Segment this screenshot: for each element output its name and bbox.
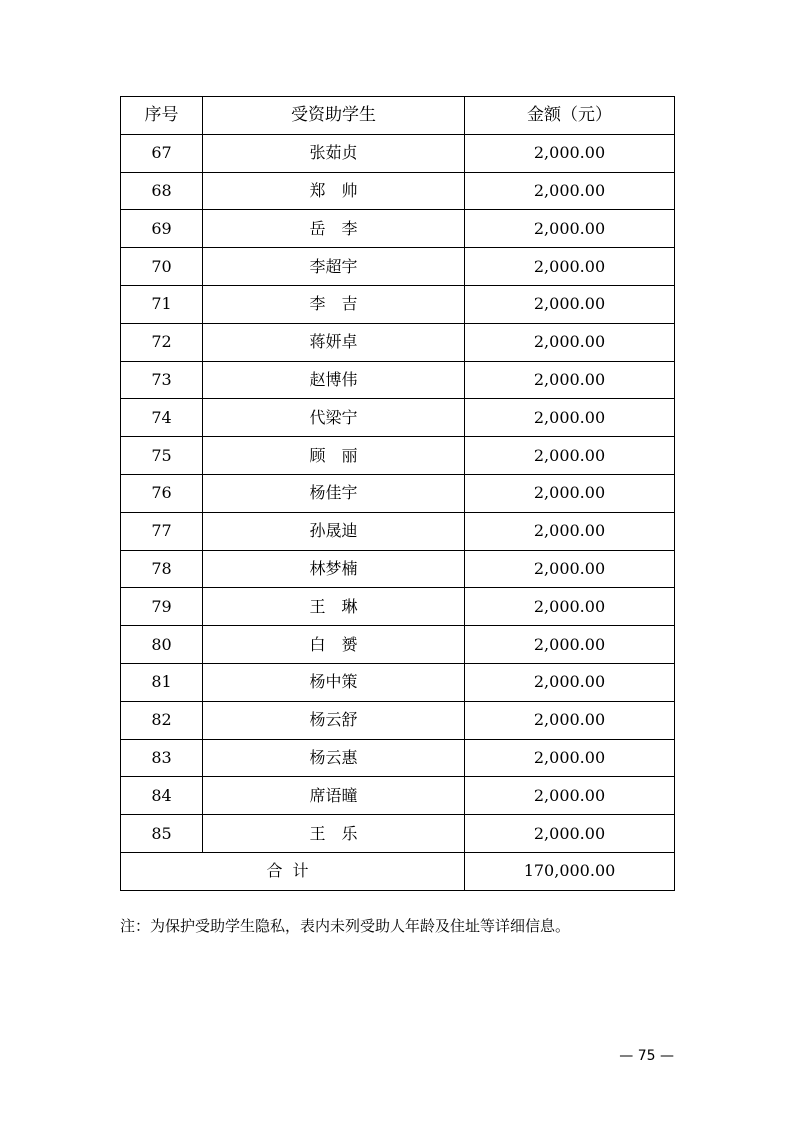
row-amount: 2,000.00: [465, 399, 675, 437]
row-serial-number: 78: [121, 550, 203, 588]
table-row: [121, 437, 675, 475]
row-student-name: 岳 李: [203, 210, 465, 248]
row-student-name: 林梦楠: [203, 550, 465, 588]
row-serial-number: 74: [121, 399, 203, 437]
header-serial-number: 序号: [121, 97, 203, 135]
header-amount: 金额（元）: [465, 97, 675, 135]
row-student-name: 顾 丽: [203, 437, 465, 475]
row-serial-number: 75: [121, 437, 203, 475]
header-student-name: 受资助学生: [203, 97, 465, 135]
row-student-name: 张茹贞: [203, 134, 465, 172]
row-serial-number: 84: [121, 777, 203, 815]
row-student-name: 席语曈: [203, 777, 465, 815]
row-student-name: 杨中策: [203, 663, 465, 701]
subsidy-table: [120, 96, 675, 891]
row-student-name: 蒋妍卓: [203, 323, 465, 361]
row-serial-number: 69: [121, 210, 203, 248]
row-amount: 2,000.00: [465, 134, 675, 172]
row-student-name: 郑 帅: [203, 172, 465, 210]
table-row: [121, 739, 675, 777]
page-number: — 75 —: [619, 1048, 674, 1064]
row-serial-number: 68: [121, 172, 203, 210]
row-student-name: 代梁宁: [203, 399, 465, 437]
row-amount: 2,000.00: [465, 588, 675, 626]
table-row: [121, 512, 675, 550]
row-amount: 2,000.00: [465, 626, 675, 664]
table-row: [121, 210, 675, 248]
row-amount: 2,000.00: [465, 777, 675, 815]
row-amount: 2,000.00: [465, 815, 675, 853]
table-body: [121, 134, 675, 852]
row-amount: 2,000.00: [465, 550, 675, 588]
table-row: [121, 474, 675, 512]
row-student-name: 李 吉: [203, 285, 465, 323]
row-student-name: 杨云惠: [203, 739, 465, 777]
row-serial-number: 82: [121, 701, 203, 739]
table-row: [121, 626, 675, 664]
row-serial-number: 85: [121, 815, 203, 853]
row-serial-number: 81: [121, 663, 203, 701]
row-student-name: 赵博伟: [203, 361, 465, 399]
row-serial-number: 76: [121, 474, 203, 512]
row-student-name: 王 琳: [203, 588, 465, 626]
table-header-row: [121, 97, 675, 135]
row-serial-number: 67: [121, 134, 203, 172]
table-row: [121, 815, 675, 853]
row-student-name: 王 乐: [203, 815, 465, 853]
row-amount: 2,000.00: [465, 172, 675, 210]
row-amount: 2,000.00: [465, 437, 675, 475]
row-student-name: 杨佳宇: [203, 474, 465, 512]
total-label: 合计: [121, 852, 465, 890]
table-row: [121, 248, 675, 286]
table-row: [121, 285, 675, 323]
table-row: [121, 172, 675, 210]
row-serial-number: 77: [121, 512, 203, 550]
row-amount: 2,000.00: [465, 663, 675, 701]
row-amount: 2,000.00: [465, 361, 675, 399]
row-serial-number: 71: [121, 285, 203, 323]
table-row: [121, 588, 675, 626]
row-student-name: 孙晟迪: [203, 512, 465, 550]
row-amount: 2,000.00: [465, 323, 675, 361]
table-row: [121, 701, 675, 739]
row-serial-number: 79: [121, 588, 203, 626]
table-row: [121, 134, 675, 172]
row-amount: 2,000.00: [465, 512, 675, 550]
row-amount: 2,000.00: [465, 474, 675, 512]
table-row: [121, 361, 675, 399]
table-row: [121, 777, 675, 815]
table-row: [121, 399, 675, 437]
row-student-name: 杨云舒: [203, 701, 465, 739]
total-amount: 170,000.00: [465, 852, 675, 890]
row-serial-number: 70: [121, 248, 203, 286]
row-amount: 2,000.00: [465, 248, 675, 286]
row-serial-number: 73: [121, 361, 203, 399]
privacy-note: 注：为保护受助学生隐私，表内未列受助人年龄及住址等详细信息。: [120, 917, 571, 935]
row-serial-number: 72: [121, 323, 203, 361]
table-row: [121, 663, 675, 701]
row-serial-number: 80: [121, 626, 203, 664]
table-row: [121, 323, 675, 361]
row-student-name: 李超宇: [203, 248, 465, 286]
row-serial-number: 83: [121, 739, 203, 777]
total-row: [121, 852, 675, 890]
row-amount: 2,000.00: [465, 285, 675, 323]
row-amount: 2,000.00: [465, 739, 675, 777]
table-row: [121, 550, 675, 588]
row-student-name: 白 赟: [203, 626, 465, 664]
row-amount: 2,000.00: [465, 210, 675, 248]
row-amount: 2,000.00: [465, 701, 675, 739]
